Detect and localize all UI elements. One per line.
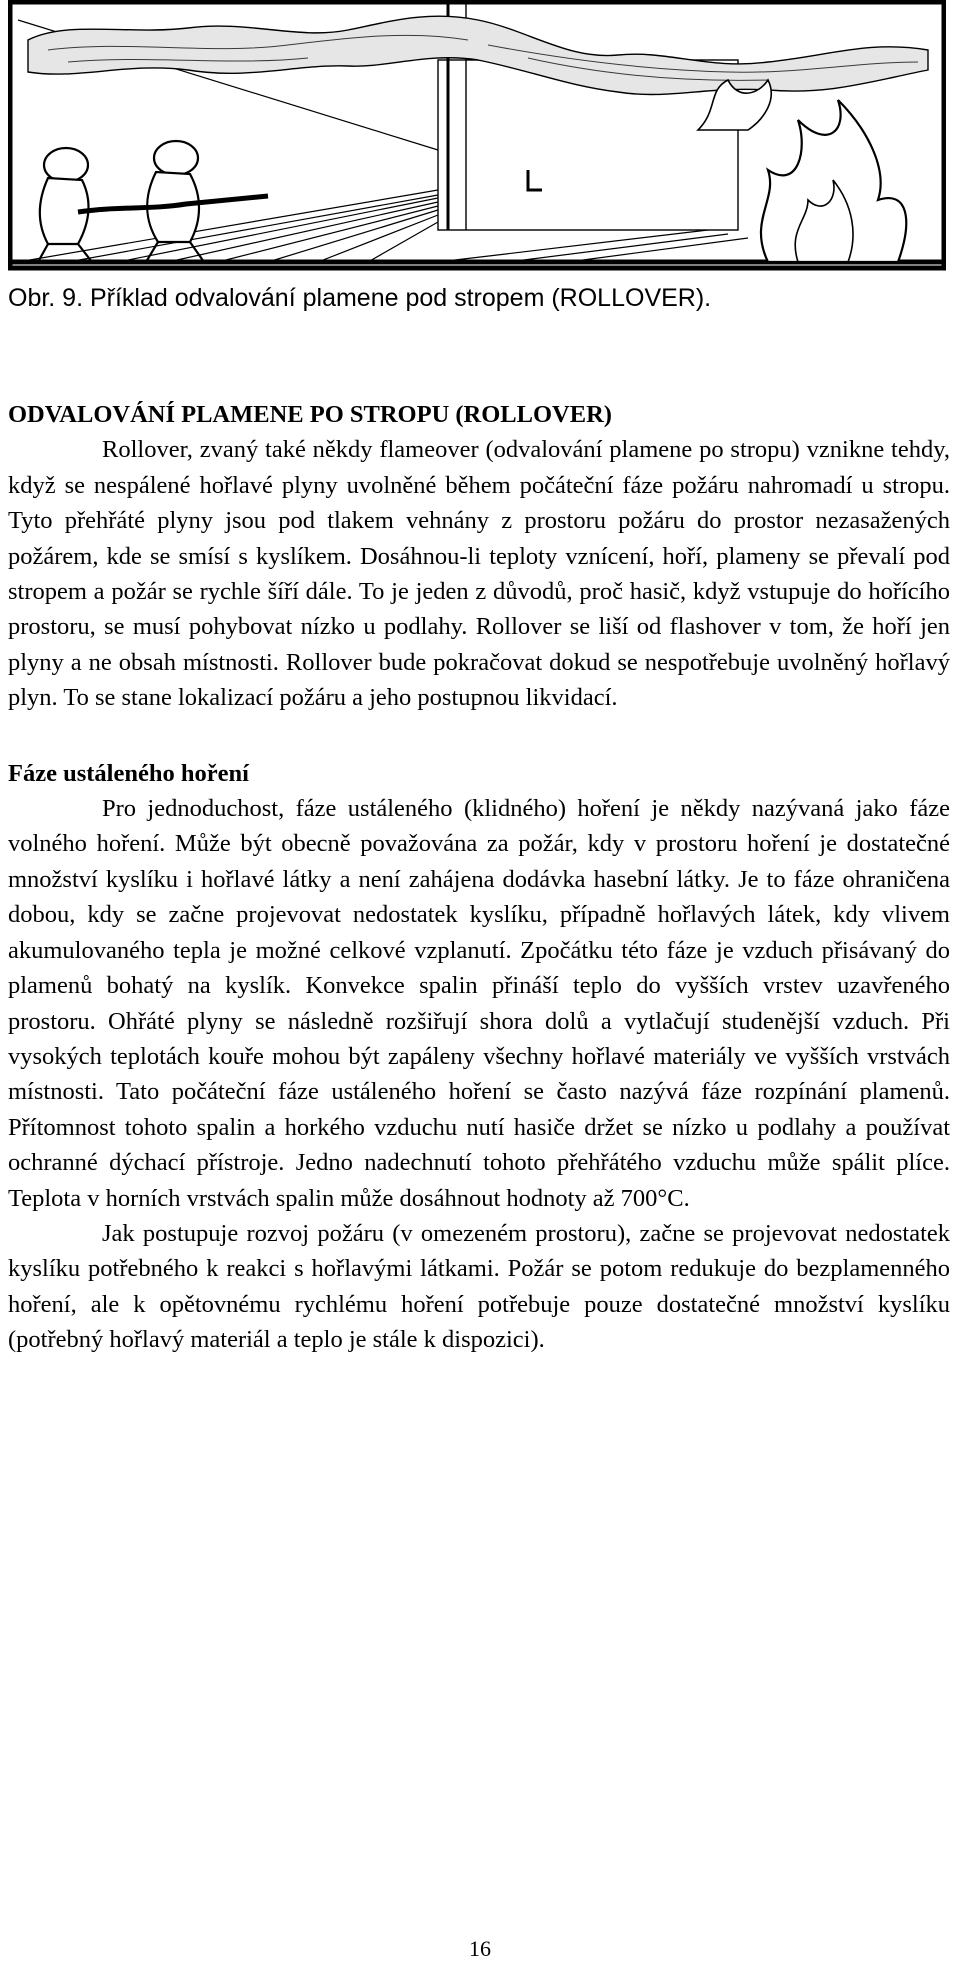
page-body <box>8 397 950 1358</box>
paragraph: Pro jednoduchost, fáze ustáleného (klidného) hoření je někdy nazývaná jako fáze volného hoření. Může být obecně považována za požár, kdy v prostoru hoření je dostatečné množství kyslíku i hořlavé látky a není zahájena dodávka hasební látky. Je to fáze ohraničena dobou, kdy se začne projevovat nedostatek kyslíku, případně hořlavých látek, kdy vlivem akumulovaného tepla je možné celkové vzplanutí. Zpočátku této fáze je vzduch přisávaný do plamenů bohatý na kyslík. Konvekce spalin přináší teplo do vyšších vrstev uzavřeného prostoru. Ohřáté plyny se následně rozšiřují shora dolů a vytlačují studenější vzduch. Při vysokých teplotách kouře mohou být zapáleny všechny hořlavé materiály ve vyšších vrstvách místnosti. Tato počáteční fáze ustáleného hoření se často nazývá fáze rozpínání plamenů. Přítomnost tohoto spalin a horkého vzduchu nutí hasiče držet se nízko u podlahy a používat ochranné dýchací přístroje. Jedno nadechnutí tohoto přehřátého vzduchu může spálit plíce. Teplota v horních vrstvách spalin může dosáhnout hodnoty až 700°C. <box>8 795 950 1212</box>
paragraph: Rollover, zvaný také někdy flameover (odvalování plamene po stropu) vznikne tehdy, když se nespálené hořlavé plyny uvolněné během počáteční fáze požáru nahromadí u stropu. Tyto přehřáté plyny jsou pod tlakem vehnány z prostoru požáru do prostor nezasažených požárem, kde se smísí s kyslíkem. Dosáhnou-li teploty vznícení, hoří, plameny se převalí pod stropem a požár se rychle šíří dále. To je jeden z důvodů, proč hasič, když vstupuje do hořícího prostoru, se musí pohybovat nízko u podlahy. Rollover se liší od flashover v tom, že hoří jen plyny a ne obsah místnosti. Rollover bude pokračovat dokud se nespotřebuje uvolněný hořlavý plyn. To se stane lokalizací požáru a jeho postupnou likvidací. <box>8 436 950 712</box>
section-spacer <box>8 716 950 756</box>
section-heading-steady-burning: Fáze ustáleného hoření <box>8 759 249 787</box>
section-heading-rollover: ODVALOVÁNÍ PLAMENE PO STROPU (ROLLOVER) <box>8 401 612 428</box>
paragraph: Jak postupuje rozvoj požáru (v omezeném prostoru), začne se projevovat nedostatek kyslíku potřebného k reakci s hořlavými látkami. Požár se potom redukuje do bezplamenného hoření, ale k opětovnému rychlému hoření potřebuje pouze dostatečné množství kyslíku (potřebný hořlavý materiál a teplo je stále k dispozici). <box>8 1219 950 1354</box>
figure-caption: Obr. 9. Příklad odvalování plamene pod stropem (ROLLOVER). <box>8 284 712 312</box>
page-number: 16 <box>469 1936 491 1961</box>
rollover-illustration <box>8 0 946 272</box>
